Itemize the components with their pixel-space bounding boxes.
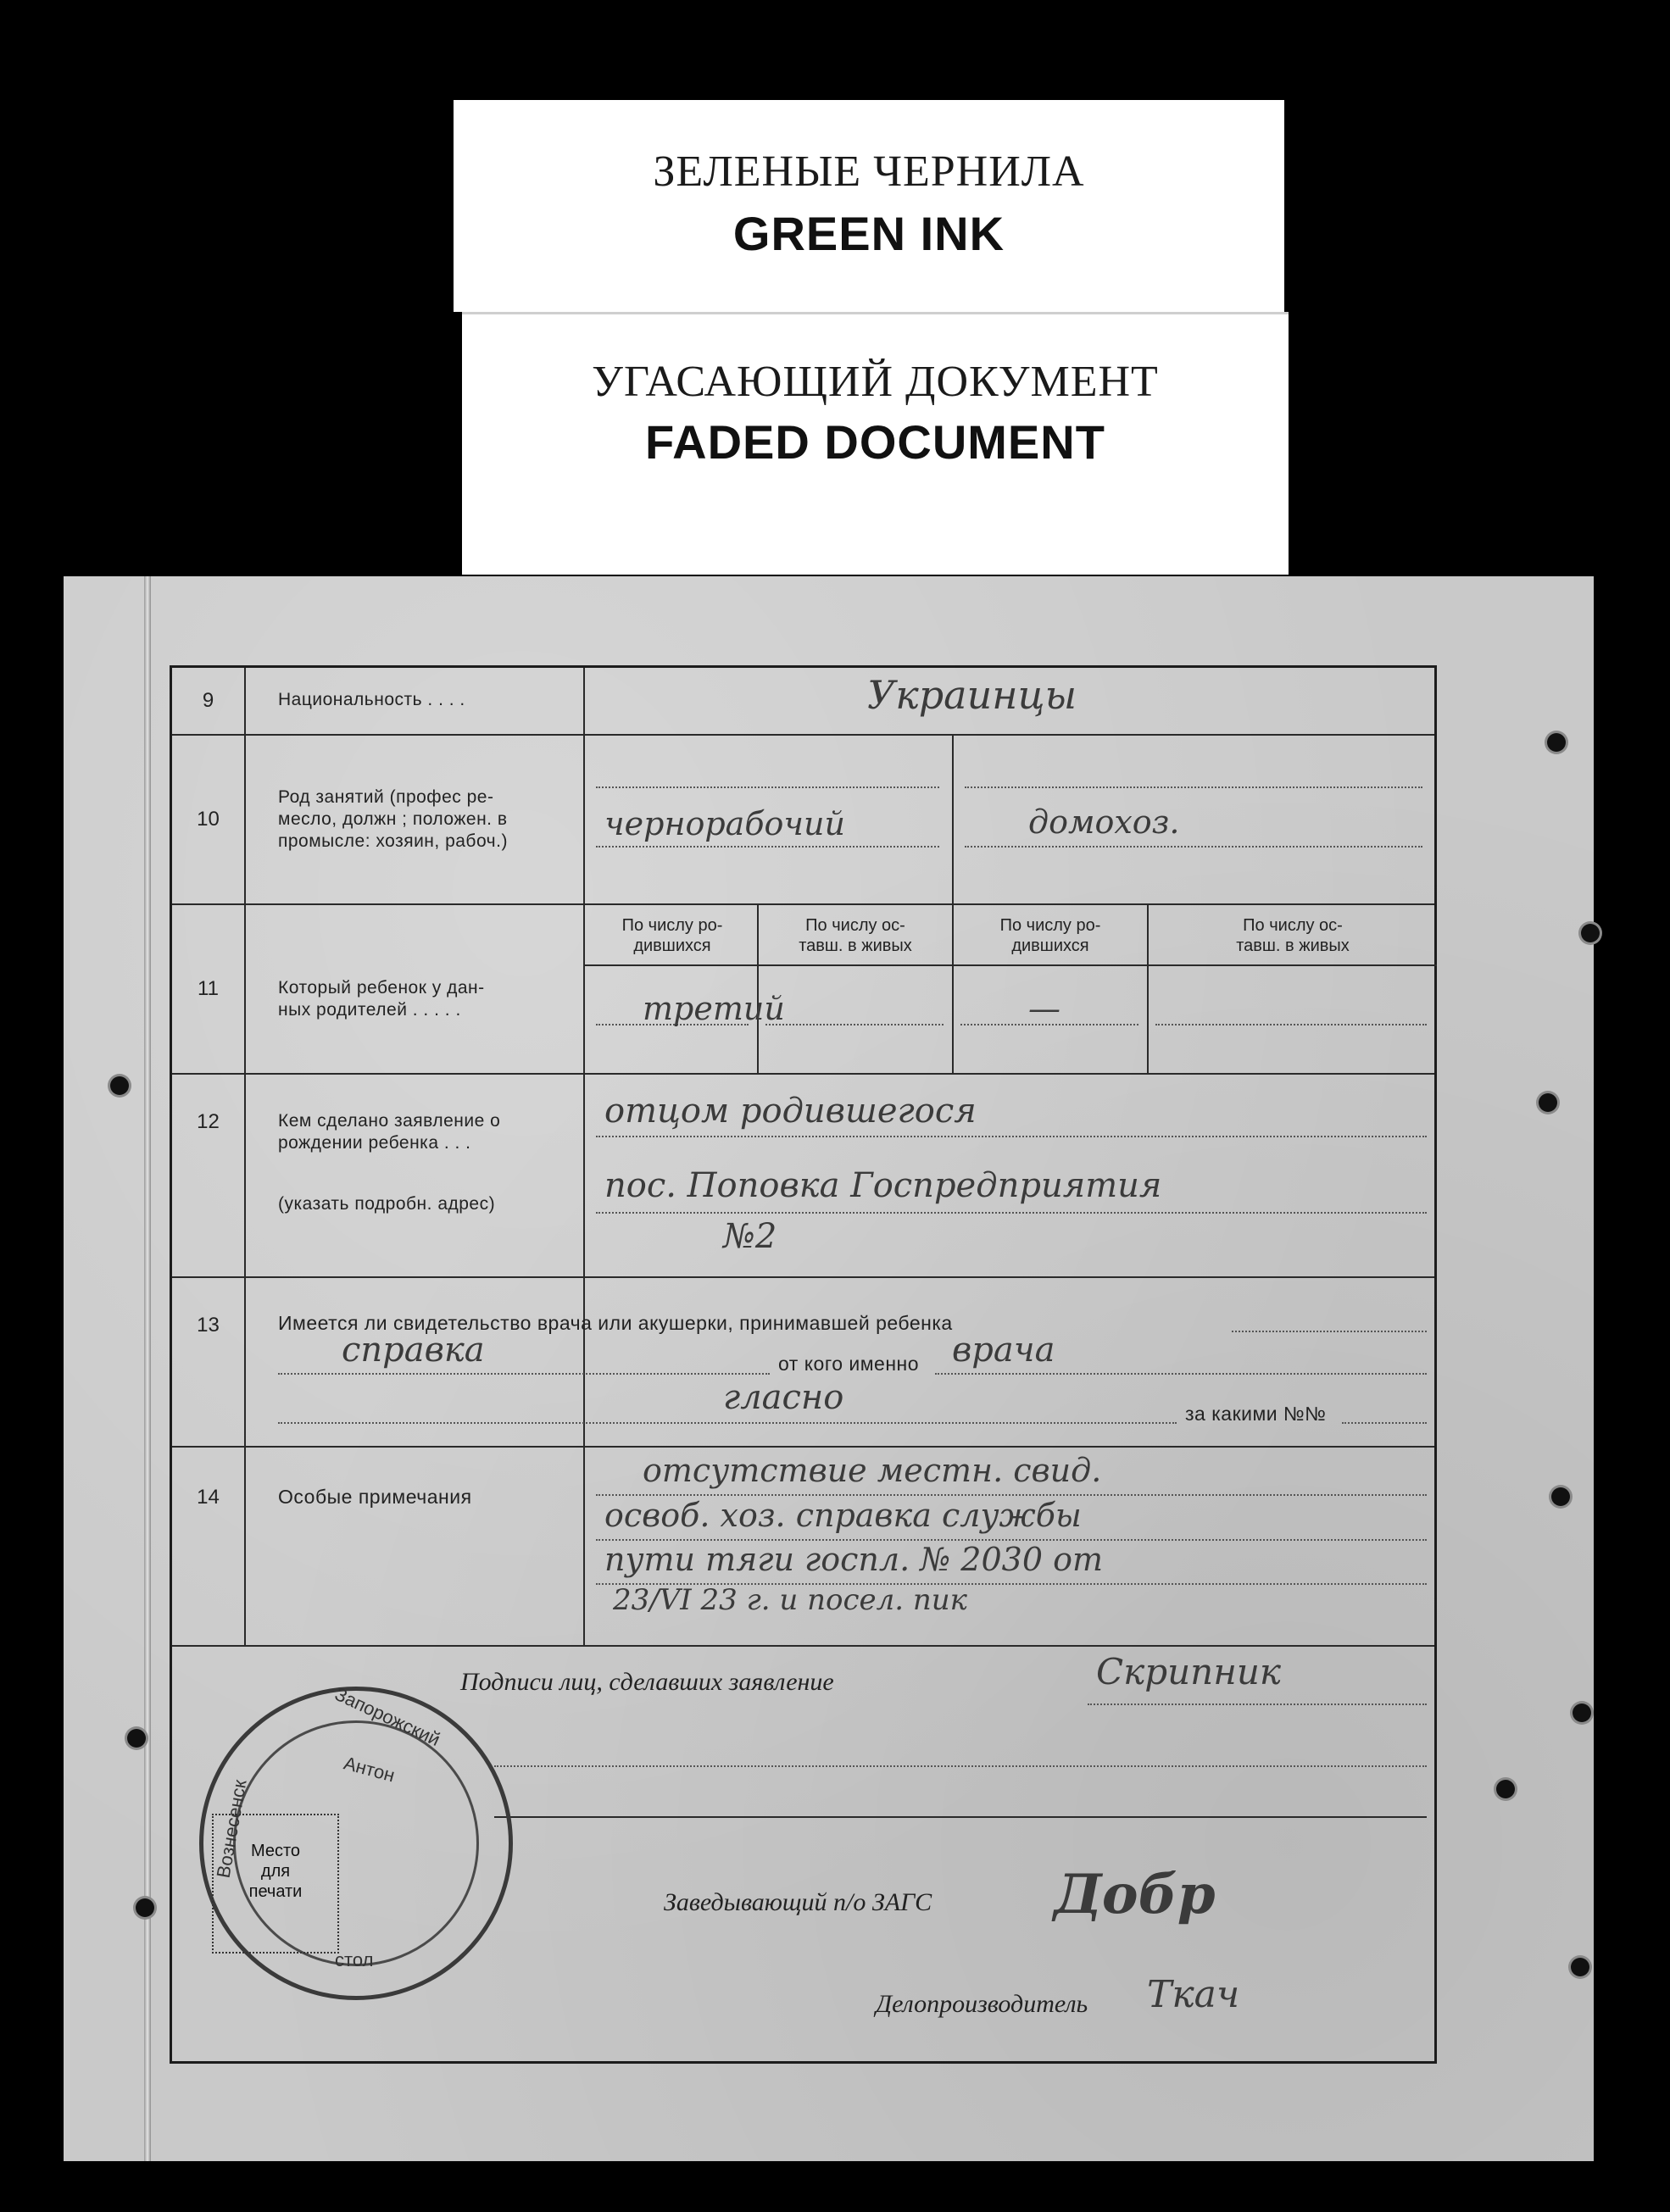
special-notes-line2: освоб. хоз. справка службы: [604, 1497, 1082, 1534]
dotted-line: [596, 1494, 1427, 1496]
header-line: дившихся: [1011, 936, 1089, 955]
certificate-question: Имеется ли свидетельство врача или акушерки, принимавшей ребенка: [278, 1312, 953, 1334]
clerk-signature: Ткач: [1147, 1973, 1240, 2016]
child-order-value: третий: [643, 990, 785, 1027]
certificate-extra: гласно: [723, 1378, 844, 1417]
dotted-line: [965, 786, 1422, 788]
row-number: 13: [197, 1314, 220, 1337]
nationality-value: Украинцы: [867, 672, 1077, 718]
stamp-text-left: Вознесенск: [212, 1778, 251, 1880]
punch-hole: [1539, 1093, 1557, 1112]
header-divider: [585, 964, 1437, 966]
special-notes-line3: пути тяги госпл. № 2030 от: [604, 1541, 1103, 1578]
green-ink-label: [454, 100, 1284, 312]
dotted-line: [1232, 1331, 1427, 1332]
declarant-address-label: (указать подробн. адрес): [278, 1194, 496, 1214]
column-header-born: [587, 915, 757, 956]
row-declarant: [172, 1075, 1434, 1278]
row-child-order: [172, 905, 1434, 1075]
declarant-address-number: №2: [723, 1217, 777, 1256]
header-line: По числу ро-: [621, 916, 723, 935]
occupation-label-line1: Род занятий (профес ре-: [278, 787, 494, 807]
punch-hole: [1496, 1780, 1515, 1798]
faded-document-label-ru: УГАСАЮЩИЙ ДОКУМЕНТ: [592, 358, 1159, 406]
declarant-label-line2: рождении ребенка . . .: [278, 1133, 471, 1153]
stamp-text-bottom: стол: [335, 1949, 374, 1970]
child-order-label-line2: ных родителей . . . . .: [278, 1000, 461, 1020]
occupation-mother: домохоз.: [1028, 803, 1180, 841]
header-line: По числу ос-: [1243, 916, 1343, 935]
special-notes-label: Особые примечания: [278, 1486, 472, 1508]
row-nationality: [172, 668, 1434, 736]
child-order-label-line1: Который ребенок у дан-: [278, 978, 485, 998]
dotted-line: [965, 846, 1422, 848]
stamp-text-top: Запорожский: [331, 1682, 444, 1751]
header-line: тавш. в живых: [799, 936, 912, 955]
dotted-line: [494, 1765, 1427, 1767]
dotted-line: [596, 846, 939, 848]
faded-document-label: [462, 312, 1289, 575]
signature-divider: [494, 1816, 1427, 1818]
applicant-signature: Скрипник: [1096, 1651, 1281, 1692]
special-notes-line4: 23/VI 23 г. и посел. пик: [613, 1583, 967, 1617]
row-occupation: [172, 736, 1434, 905]
dotted-line: [935, 1373, 1427, 1375]
document-page: [64, 576, 1594, 2161]
header-line: По числу ро-: [999, 916, 1101, 935]
occupation-label-line2: месло, должн ; положен. в: [278, 809, 508, 829]
punch-hole: [110, 1076, 129, 1095]
punch-hole: [136, 1898, 154, 1917]
occupation-father: чернорабочий: [604, 805, 845, 842]
row-number: 11: [198, 977, 219, 1000]
which-numbers-label: за какими №№: [1185, 1403, 1327, 1425]
faded-document-label-en: FADED DOCUMENT: [645, 415, 1105, 469]
zags-head-signature: Добр: [1054, 1863, 1216, 1926]
row-special-notes: [172, 1448, 1434, 1647]
dotted-line: [596, 1212, 1427, 1214]
dotted-line: [278, 1373, 770, 1375]
green-ink-label-en: GREEN INK: [732, 207, 1005, 260]
header-line: тавш. в живых: [1236, 936, 1350, 955]
row-number: 14: [197, 1486, 220, 1509]
special-notes-line1: отсутствие местн. свид.: [643, 1452, 1102, 1489]
green-ink-label-ru: ЗЕЛЕНЫЕ ЧЕРНИЛА: [653, 147, 1085, 196]
punch-hole: [1551, 1487, 1570, 1506]
punch-hole: [1571, 1958, 1589, 1976]
column-divider: [952, 736, 954, 903]
row-number: 10: [197, 808, 220, 831]
zags-head-label: Заведывающий п/о ЗАГС: [664, 1888, 932, 1916]
row-number: 9: [202, 689, 214, 712]
column-header-alive-mother: [1149, 915, 1437, 956]
child-order-dash: —: [1028, 990, 1060, 1027]
from-whom-value: врача: [952, 1331, 1055, 1370]
seal-placeholder-box: [212, 1814, 339, 1954]
dotted-line: [278, 1422, 1177, 1424]
punch-hole: [1581, 924, 1600, 942]
row-number: 12: [197, 1110, 220, 1133]
header-line: дившихся: [633, 936, 711, 955]
dotted-line: [596, 786, 939, 788]
declarant-value: отцом родившегося: [604, 1092, 977, 1131]
seal-box-line2: для: [260, 1862, 291, 1881]
dotted-line: [1155, 1024, 1427, 1025]
dotted-line: [1088, 1703, 1427, 1705]
declarant-address: пос. Поповка Госпредприятия: [604, 1166, 1162, 1205]
from-whom-label: от кого именно: [778, 1353, 920, 1375]
nationality-label: Национальность . . . .: [278, 690, 465, 709]
dotted-line: [765, 1024, 944, 1025]
stamp-text-mid: Антон: [341, 1752, 398, 1787]
punch-hole: [1547, 733, 1566, 752]
column-header-alive: [759, 915, 952, 956]
seal-box-line1: Место: [250, 1842, 301, 1860]
punch-hole: [1573, 1703, 1591, 1722]
certificate-value: справка: [342, 1331, 485, 1370]
row-certificate: [172, 1278, 1434, 1448]
punch-hole: [127, 1729, 146, 1748]
applicants-signature-label: Подписи лиц, сделавших заявление: [460, 1668, 834, 1696]
column-header-born-mother: [954, 915, 1147, 956]
occupation-label-line3: промысле: хозяин, рабоч.): [278, 831, 508, 851]
dotted-line: [1342, 1422, 1427, 1424]
declarant-label-line1: Кем сделано заявление о: [278, 1111, 501, 1131]
dotted-line: [596, 1136, 1427, 1137]
paper-fold: [144, 576, 151, 2161]
header-line: По числу ос-: [805, 916, 905, 935]
clerk-label: Делопроизводитель: [876, 1990, 1088, 2018]
seal-box-line3: печати: [248, 1882, 303, 1901]
